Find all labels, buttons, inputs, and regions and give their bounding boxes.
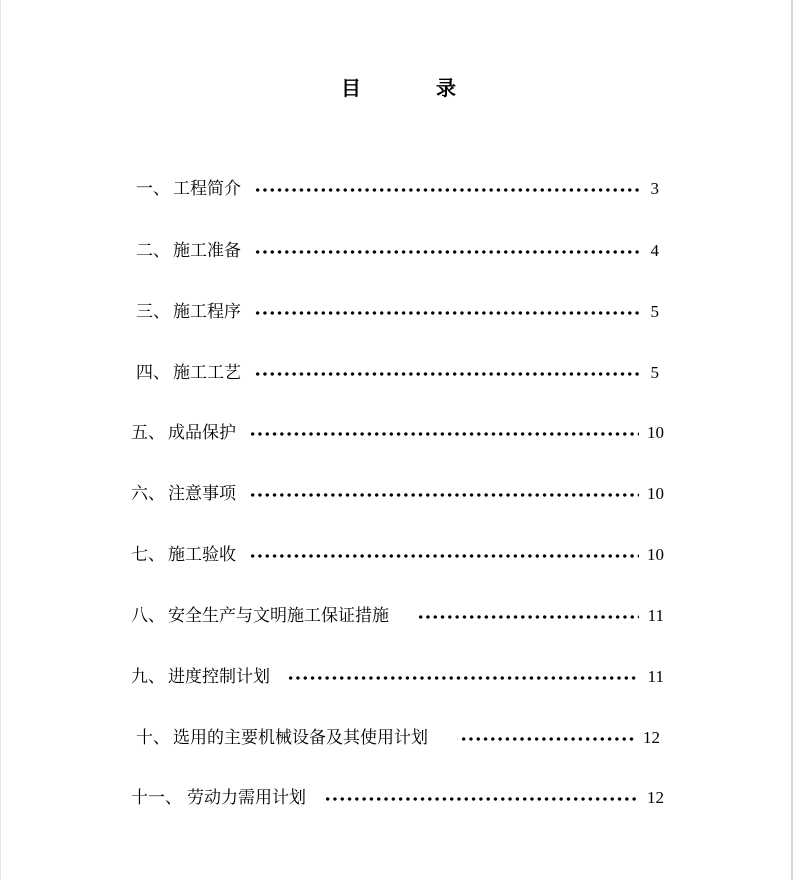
toc-entry-number: 一、 — [136, 179, 170, 199]
toc-entry-label: 注意事项 — [168, 484, 236, 504]
toc-entry-number: 三、 — [136, 302, 170, 322]
toc-leader-dots — [249, 421, 639, 445]
toc-entry-page: 5 — [650, 302, 659, 321]
toc-entry-label: 劳动力需用计划 — [187, 788, 306, 808]
toc-entry-label: 工程简介 — [173, 179, 241, 199]
toc-entry-label: 施工工艺 — [173, 363, 241, 383]
toc-entry-number: 八、 — [131, 606, 165, 626]
toc-entry-number: 五、 — [131, 423, 165, 443]
toc-entry[interactable] — [1, 786, 794, 810]
toc-entry-page: 12 — [647, 788, 664, 807]
toc-entry[interactable] — [1, 726, 794, 750]
toc-entry-number: 十、 — [136, 728, 170, 748]
toc-leader-dots — [417, 604, 639, 628]
toc-entry-page: 11 — [647, 667, 664, 686]
toc-entry-page: 5 — [650, 363, 659, 382]
toc-entry[interactable] — [1, 604, 794, 628]
toc-entry-number: 九、 — [131, 667, 165, 687]
toc-entry-number: 四、 — [136, 363, 170, 383]
toc-entry-page: 10 — [647, 545, 664, 564]
toc-entry-page: 12 — [643, 728, 660, 747]
toc-title-char-2: 录 — [436, 76, 456, 100]
toc-entry-number: 二、 — [136, 241, 170, 261]
toc-leader-dots — [254, 300, 642, 324]
toc-entry-label: 选用的主要机械设备及其使用计划 — [173, 728, 428, 748]
toc-entry[interactable] — [1, 361, 794, 385]
toc-entry-page: 11 — [647, 606, 664, 625]
toc-leader-dots — [287, 665, 639, 689]
toc-entry-page: 10 — [647, 423, 664, 442]
toc-leader-dots — [249, 482, 639, 506]
toc-entry-label: 成品保护 — [168, 423, 236, 443]
toc-entry-page: 4 — [650, 241, 659, 260]
toc-title — [341, 72, 471, 100]
toc-entry-label: 进度控制计划 — [168, 667, 270, 687]
toc-entry-label: 施工验收 — [168, 545, 236, 565]
toc-entry-number: 七、 — [131, 545, 165, 565]
toc-entry[interactable] — [1, 421, 794, 445]
toc-leader-dots — [254, 239, 642, 263]
toc-entry-page: 10 — [647, 484, 664, 503]
toc-entry-label: 安全生产与文明施工保证措施 — [168, 606, 389, 626]
toc-entry-page: 3 — [650, 179, 659, 198]
toc-leader-dots — [460, 726, 636, 750]
toc-entry[interactable] — [1, 482, 794, 506]
toc-entry[interactable] — [1, 665, 794, 689]
toc-title-char-1: 目 — [341, 76, 361, 100]
toc-entry[interactable] — [1, 239, 794, 263]
toc-leader-dots — [254, 361, 642, 385]
toc-entry[interactable] — [1, 177, 794, 201]
toc-entry[interactable] — [1, 543, 794, 567]
toc-leader-dots — [324, 786, 639, 810]
toc-entry-number: 六、 — [131, 484, 165, 504]
toc-entry-label: 施工准备 — [173, 241, 241, 261]
toc-entry-number: 十一、 — [131, 788, 182, 808]
toc-leader-dots — [249, 543, 639, 567]
toc-leader-dots — [254, 177, 642, 201]
toc-entry[interactable] — [1, 300, 794, 324]
toc-entry-label: 施工程序 — [173, 302, 241, 322]
